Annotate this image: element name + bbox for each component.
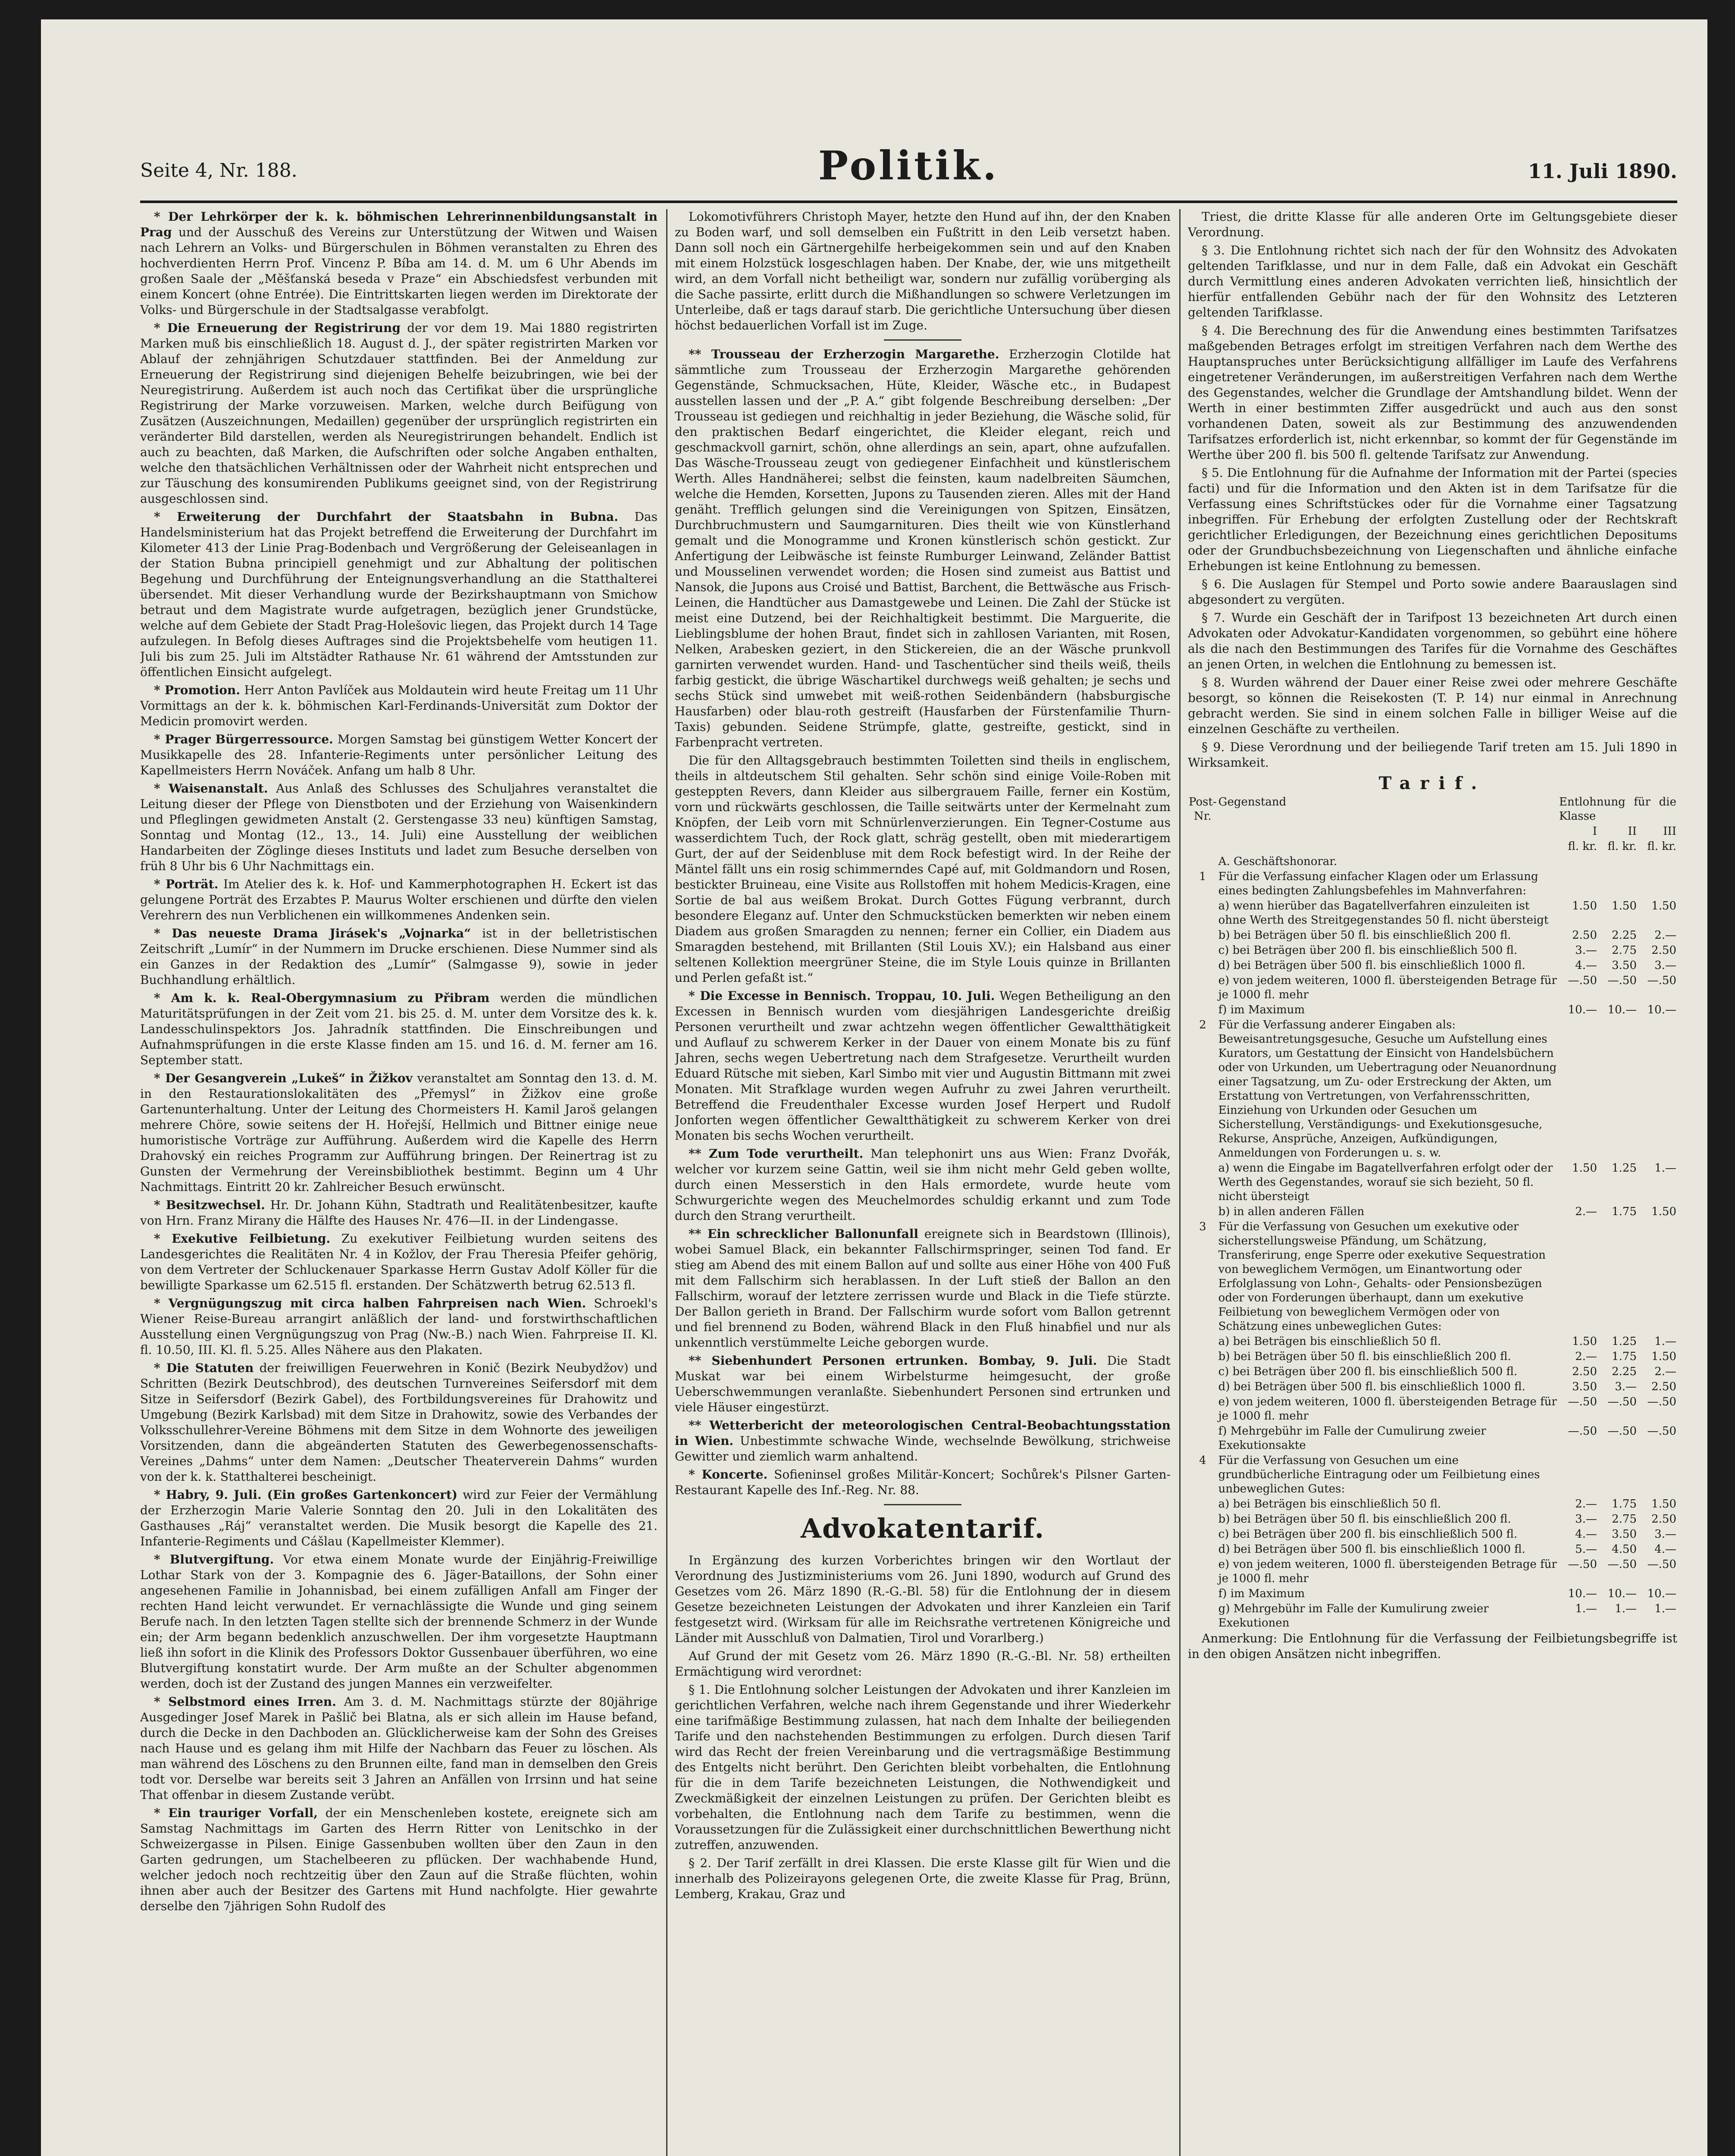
fee-class-1: —.50	[1568, 974, 1597, 987]
fee-class-3: 1.50	[1651, 1350, 1676, 1363]
tariff-item: f) im Maximum	[1218, 1003, 1305, 1016]
tariff-item: d) bei Beträgen über 500 fl. bis einschließlich 1000 fl.	[1218, 1543, 1525, 1556]
fee-class-1: 2.—	[1575, 1498, 1597, 1510]
fee-class-1: 2.50	[1572, 929, 1597, 942]
tariff-item: b) bei Beträgen über 50 fl. bis einschließlich 200 fl.	[1218, 1513, 1511, 1526]
fee-class-1: 1.50	[1572, 899, 1597, 912]
tariff-row	[1188, 869, 1677, 899]
article-paragraph	[140, 926, 658, 988]
article-text: Sofieninsel großes Militär-Koncert; Sochůrek's Pilsner Garten-Restaurant Kapelle des Inf.-Reg. Nr. 88.	[675, 1467, 1171, 1497]
fee-class-3: —.50	[1647, 1425, 1676, 1438]
article-paragraph	[140, 781, 658, 874]
fee-class-3: —.50	[1647, 1395, 1676, 1408]
article-lead: ** Zum Tode verurtheilt.	[689, 1147, 864, 1161]
article-continuation: Lokomotivführers Christoph Mayer, hetzte den Hund auf ihn, der den Knaben zu Boden warf, und soll demselben ein Fußtritt in den Leib versetzt haben. Dann soll noch ein Gärtnergehilfe herbeigekommen sein und auf den Knaben mit einem Holzstück losgeschlagen haben. Der Knabe, der, wie uns mitgetheilt wird, an dem Vorfall nicht betheiligt war, sondern nur zufällig vorüberging als die Sache passirte, erlitt durch die Mißhandlungen so schwere Verletzungen im Unterleibe, daß er tags darauf starb. Die gerichtliche Untersuchung über diesen höchst bedauerlichen Vorfall ist im Zuge.	[675, 210, 1171, 332]
article-lead: ** Siebenhundert Personen ertrunken. Bombay, 9. Juli.	[689, 1354, 1097, 1368]
unit-label: fl. kr.	[1607, 840, 1637, 853]
tariff-header-row	[1188, 795, 1677, 824]
fee-class-2: 1.75	[1612, 1498, 1637, 1510]
fee-class-1: 1.50	[1572, 1335, 1597, 1348]
article-lead: * Die Excesse in Bennisch. Troppau, 10. Juli.	[689, 989, 995, 1003]
article-text: Im Atelier des k. k. Hof- und Kammerphotographen H. Eckert ist das gelungene Porträt des Erzabtes P. Maurus Wolter erschienen und dürfte den vielen Verehrern des nun Verblichenen ein willkommenes Andenken sein.	[140, 877, 658, 922]
tariff-item: e) von jedem weiteren, 1000 fl. übersteigenden Betrage für je 1000 fl. mehr	[1218, 1395, 1557, 1423]
article-text: ist in der belletristischen Zeitschrift „Lumír“ in der Nummern im Drucke erschienen. Diese Nummer sind als ein Ganzes in der Redaktion des „Lumír“ (Salmgasse 9), sowie in jeder Buchhandlung erhältlich.	[140, 926, 658, 987]
article-lead: * Das neueste Drama Jirásek's „Vojnarka“	[154, 926, 471, 940]
tariff-item: Für die Verfassung von Gesuchen um exekutive oder sicherstellungsweise Pfändung, um Schätzung, Transferirung, enge Sperre oder exekutive Sequestration von beweglichem Vermögen, um Einantwortung oder Erfolglassung von Lohn-, Gehalts- oder Pensionsbezügen oder von Forderungen überhaupt, dann um exekutive Feilbietung von beweglichem Vermögen oder von Schätzung eines unbeweglichen Gutes:	[1218, 1220, 1546, 1333]
article-paragraph	[675, 1226, 1171, 1351]
fee-class-3: 3.—	[1654, 959, 1676, 972]
article-paragraph	[140, 732, 658, 778]
article-text: § 4. Die Berechnung des für die Anwendung eines bestimmten Tarifsatzes maßgebenden Betrages erfolgt im streitigen Verfahren nach dem Werthe des Hauptanspruches unter Berücksichtigung allfälliger im Laufe des Verfahrens eingetretener Veränderungen, im außerstreitigen Verfahren nach dem Werthe des Gegenstandes, welcher die Grundlage der Amtshandlung bildet. Wenn der Werth in einer bestimmten Ziffer ausgedrückt und auch aus den sonst vorhandenen Daten, soweit als zur Bestimmung des anzuwendenden Tarifsatzes erforderlich ist, nicht erkennbar, so kommt der für Gegenstände im Werthe über 200 fl. bis 500 fl. geltende Tarifsatz zur Anwendung.	[1188, 323, 1677, 462]
article-lead: * Am k. k. Real-Obergymnasium zu Přibram	[154, 991, 490, 1005]
article-lead: * Die Statuten	[154, 1361, 254, 1375]
fee-class-2: 2.25	[1612, 1365, 1637, 1378]
fee-class-2: —.50	[1607, 1425, 1637, 1438]
fee-class-2: 3.50	[1612, 1528, 1637, 1541]
fee-class-3: 10.—	[1647, 1003, 1676, 1016]
article-text: Auf Grund der mit Gesetz vom 26. März 1890 (R.-G.-Bl. Nr. 58) ertheilten Ermächtigung wird verordnet:	[675, 1649, 1171, 1679]
fee-class-2: 3.—	[1615, 1380, 1637, 1393]
post-number	[1188, 1601, 1218, 1631]
article-text: und der Ausschuß des Vereins zur Unterstützung der Witwen und Waisen nach Lehrern an Volks- und Bürgerschulen in Böhmen veranstalten zu Ehren des hochverdienten Herrn Prof. Vincenz P. Bíba am 14. d. M. um 6 Uhr Abends im großen Saale der „Měšťanská beseda v Praze“ ein Abschiedsfest verbunden mit einem Koncert (ohne Entrée). Die Eintrittskarten liegen werden im Direktorate der Volks- und Bürgerschule in der Stadtsalgasse verabfolgt.	[140, 225, 658, 317]
article-text: In Ergänzung des kurzen Vorberichtes bringen wir den Wortlaut der Verordnung des Justizministeriums vom 26. Juni 1890, wodurch auf Grund des Gesetzes vom 26. März 1890 (R.-G.-Bl. 58) für die Entlohnung der in diesem Gesetze bezeichneten Leistungen der Advokaten und ihrer Kanzleien ein Tarif festgesetzt wird. (Wirksam für alle im Reichsrathe vertretenen Königreiche und Länder mit Ausschluß von Dalmatien, Tirol und Vorarlberg.)	[675, 1553, 1171, 1645]
article-text: wird zur Feier der Vermählung der Erzherzogin Marie Valerie Sonntag den 20. Juli in den Lokalitäten des Gasthauses „Ráj“ veranstaltet werden. Die Musik besorgt die Kapelle des 21. Infanterie-Regiments und Cášlau (Kapellmeister Klemmer).	[140, 1488, 658, 1548]
fee-class-2: 1.25	[1612, 1162, 1637, 1175]
article-text: Man telephonirt uns aus Wien: Franz Dvořák, welcher vor kurzem seine Gattin, weil sie ihm nicht mehr Geld geben wollte, durch einen Messerstich in den Hals ermordete, wurde heute vom Schwurgerichte wegen des Meuchelmordes schuldig erkannt und zum Tode durch den Strang verurtheilt.	[675, 1147, 1171, 1223]
tariff-unit-row	[1188, 839, 1677, 854]
fee-class-2: 1.25	[1612, 1335, 1637, 1348]
article-paragraph	[140, 1487, 658, 1549]
fee-class-3: —.50	[1647, 974, 1676, 987]
article-lead: * Waisenanstalt.	[154, 781, 268, 796]
article-lead: * Vergnügungszug mit circa halben Fahrpreisen nach Wien.	[154, 1296, 586, 1310]
fee-class-2: 1.75	[1612, 1350, 1637, 1363]
tariff-row	[1188, 1334, 1677, 1349]
fee-class-3: 1.—	[1654, 1602, 1676, 1615]
article-text: § 1. Die Entlohnung solcher Leistungen der Advokaten und ihrer Kanzleien im gerichtlichen Verfahren, welche nach ihrem Gegenstande und ihrer Wiederkehr eine tarifmäßige Bestimmung zulassen, hat nach dem Inhalte der beiliegenden Tarife und den nachstehenden Bestimmungen zu erfolgen. Durch diesen Tarif wird das Recht der freien Vereinbarung und die vertragsmäßige Bestimmung des Entgelts nicht berührt. Den Gerichten bleibt vorbehalten, die Entlohnung für die in dem Tarife bezeichneten Leistungen, die Nothwendigkeit und Zweckmäßigkeit der einzelnen Leistungen zu prüfen. Der Gerichten bleibt es vorbehalten, die Entlohnung nach dem Tarife zu bestimmen, wenn die Voraussetzungen für die Zulässigkeit einer durchschnittlichen Bewerthung nicht zutreffen, anzuwenden.	[675, 1683, 1171, 1852]
article-paragraph	[140, 877, 658, 923]
article-text: Morgen Samstag bei günstigem Wetter Koncert der Musikkapelle des 28. Infanterie-Regiments unter persönlicher Leitung des Kapellmeisters Herrn Nováček. Anfang um halb 8 Uhr.	[140, 732, 658, 777]
tariff-section-row	[1188, 854, 1677, 869]
article-paragraph	[1188, 740, 1677, 771]
article-lead: ** Ein schrecklicher Ballonunfall	[689, 1227, 919, 1241]
article-paragraph	[140, 1360, 658, 1485]
page-number: Seite 4, Nr. 188.	[140, 160, 298, 182]
post-number: 1	[1199, 870, 1206, 883]
article-paragraph	[1188, 577, 1677, 608]
column-local-news	[140, 209, 658, 2156]
article-paragraph	[675, 1648, 1171, 1680]
subject-label: Gegenstand	[1218, 796, 1287, 808]
tariff-row	[1188, 1379, 1677, 1395]
article-text: § 3. Die Entlohnung richtet sich nach der für den Wohnsitz des Advokaten geltenden Tarifklasse, und nur in dem Falle, daß ein Advokat ein Geschäft durch Vermittlung eines anderen Advokaten verrichten ließ, hinsichtlich der hierfür entfallenden Gebühr nach der für den Wohnsitz des Letzteren geltenden Tarifklasse.	[1188, 243, 1677, 320]
tariff-item: b) bei Beträgen über 50 fl. bis einschließlich 200 fl.	[1218, 929, 1511, 942]
fee-class-2: 1.50	[1612, 899, 1637, 912]
fee-class-1: 5.—	[1575, 1543, 1597, 1556]
fee-class-1: 2.50	[1572, 1365, 1597, 1378]
fee-class-1: 3.—	[1575, 1513, 1597, 1526]
article-paragraph	[675, 753, 1171, 986]
article-text: Triest, die dritte Klasse für alle anderen Orte im Geltungsgebiete dieser Verordnung.	[1188, 210, 1677, 239]
post-number	[1188, 899, 1218, 928]
post-number	[1188, 1395, 1218, 1424]
page-header	[140, 142, 1677, 201]
article-paragraph	[140, 209, 658, 318]
fee-class-2: 1.—	[1615, 1602, 1637, 1615]
article-text: Unbestimmte schwache Winde, wechselnde Bewölkung, strichweise Gewitter und ziemlich warm anhaltend.	[675, 1434, 1171, 1463]
tariff-row	[1188, 1601, 1677, 1631]
article-lead: * Koncerte.	[689, 1467, 768, 1482]
fee-class-3	[1638, 869, 1677, 899]
article-paragraph	[1188, 209, 1677, 240]
article-text: § 6. Die Auslagen für Stempel und Porto sowie andere Baarauslagen sind abgesondert zu vergüten.	[1188, 577, 1677, 607]
section-title: Politik.	[818, 142, 999, 189]
tariff-item: d) bei Beträgen über 500 fl. bis einschließlich 1000 fl.	[1218, 1380, 1525, 1393]
article-paragraph	[140, 320, 658, 507]
fee-class-3: 10.—	[1647, 1587, 1676, 1600]
fee-class-3: 1.50	[1651, 1498, 1676, 1510]
fee-class-2	[1598, 869, 1638, 899]
tariff-row	[1188, 1542, 1677, 1557]
fee-class-2: —.50	[1607, 1558, 1637, 1571]
post-number	[1188, 1334, 1218, 1349]
fee-class-3	[1638, 1018, 1677, 1161]
tariff-item: c) bei Beträgen über 200 fl. bis einschließlich 500 fl.	[1218, 1365, 1518, 1378]
tariff-row	[1188, 1204, 1677, 1219]
fee-class-3: 3.—	[1654, 1528, 1676, 1541]
article-lead: ** Wetterbericht der meteorologischen Central-Beobachtungsstation in Wien.	[675, 1418, 1171, 1448]
tariff-row	[1188, 899, 1677, 928]
article-text: Herr Anton Pavlíček aus Moldautein wird heute Freitag um 11 Uhr Vormittags an der k. k. böhmischen Karl-Ferdinands-Universität zum Doktor der Medicin promovirt werden.	[140, 683, 658, 728]
article-text: Aus Anlaß des Schlusses des Schuljahres veranstaltet die Leitung dieser der Pflege von Dienstboten und der Erziehung von Waisenkindern und Pfleglingen gewidmeten Anstalt (2. Gerstengasse 33 neu) künftigen Samstag, Sonntag und Montag (12., 13., 14. Juli) eine Ausstellung der weiblichen Handarbeiten der Zöglinge dieses Instituts und ladet zum Besuche derselben von früh 8 Uhr bis 6 Uhr Nachmittags ein.	[140, 781, 658, 873]
fee-class-1: 1.50	[1572, 1162, 1597, 1175]
article-text: Schroekl's Wiener Reise-Bureau arrangirt anläßlich der land- und forstwirthschaftlichen Ausstellung einen Vergnügungszug von Prag (Nw.-B.) nach Wien. Fahrpreise II. Kl. fl. 10.50, III. Kl. fl. 5.25. Alles Nähere aus den Plakaten.	[140, 1296, 658, 1357]
fee-class-2	[1598, 1453, 1638, 1497]
article-paragraph	[675, 1855, 1171, 1902]
article-lead: * Selbstmord eines Irren.	[154, 1695, 336, 1709]
article-text: § 7. Wurde ein Geschäft der in Tarifpost 13 bezeichneten Art durch einen Advokaten oder Advokatur-Kandidaten vorgenommen, so gebührt eine höhere als die nach den Bestimmungen des Tarifes für die Vornahme des Geschäftes an jenen Orten, in welchen die Entlohnung zu bemessen ist.	[1188, 611, 1677, 671]
article-paragraph	[1188, 465, 1677, 574]
fee-class-2: 2.75	[1612, 1513, 1637, 1526]
tariff-item: g) Mehrgebühr im Falle der Kumulirung zweier Exekutionen	[1218, 1602, 1489, 1630]
article-text: Am 3. d. M. Nachmittags stürzte der 80jährige Ausgedinger Josef Marek in Pašlič bei Blatna, als er sich allein im Hause befand, durch die Decke in den Dachboden an. Glücklicherweise kam der Sohn des Greises nach Hause und es gelang ihm mit Hilfe der Nachbarn das Feuer zu löschen. Als man während des Löschens zu den Brunnen eilte, fand man in demselben den Greis todt vor. Derselbe war bereits seit 3 Jahren an Anfällen von Irrsinn und hat seine That offenbar in diesem Zustande verübt.	[140, 1695, 658, 1802]
tariff-row	[1188, 1364, 1677, 1379]
article-paragraph	[675, 1353, 1171, 1415]
class-label: III	[1663, 825, 1676, 838]
tariff-item: a) wenn hierüber das Bagatellverfahren einzuleiten ist ohne Werth des Streitgegenstandes 50 fl. nicht übersteigt	[1218, 899, 1549, 927]
tariff-item: f) im Maximum	[1218, 1587, 1305, 1600]
tariff-item: b) bei Beträgen über 50 fl. bis einschließlich 200 fl.	[1218, 1350, 1511, 1363]
post-number	[1188, 1497, 1218, 1512]
post-number	[1188, 1003, 1218, 1018]
article-paragraph	[1188, 323, 1677, 463]
article-lead: * Die Erneuerung der Registrirung	[154, 321, 401, 335]
article-text: Das Handelsministerium hat das Projekt betreffend die Erweiterung der Durchfahrt im Kilometer 413 der Linie Prag-Bodenbach und Vergrößerung der Geleiseanlagen in der Station Bubna principiell genehmigt und zur Abhaltung der politischen Begehung und Durchführung der Enteignungsverhandlung an die Statthalterei übersendet. Mit dieser Verhandlung wurde der Bezirkshauptmann von Smichow betraut und dem Magistrate wurde aufgetragen, bezüglich jener Grundstücke, welche auf dem Gebiete der Stadt Prag-Holešovic liegen, das Projekt durch 14 Tage aufzulegen. In Befolg dieses Auftrages sind die Projektsbehelfe vom heutigen 11. Juli bis zum 25. Juli im Altstädter Rathause Nr. 61 während der Amtsstunden zur öffentlichen Einsicht aufgelegt.	[140, 510, 658, 679]
article-paragraph	[140, 509, 658, 680]
tariff-section-label: A. Geschäftshonorar.	[1218, 855, 1337, 868]
fee-class-1: 2.—	[1575, 1205, 1597, 1218]
tariff-item: f) Mehrgebühr im Falle der Cumulirung zweier Exekutionsakte	[1218, 1425, 1486, 1452]
article-lead: * Exekutive Feilbietung.	[154, 1232, 331, 1246]
article-lead: * Der Gesangverein „Lukeš“ in Žižkov	[154, 1071, 413, 1085]
article-text: § 8. Wurden während der Dauer einer Reise zwei oder mehrere Geschäfte besorgt, so können die Reisekosten (T. P. 14) nur einmal in Anrechnung gebracht werden. Sie sind in einem solchen Falle in billiger Weise auf die einzelnen Geschäfte zu vertheilen.	[1188, 675, 1677, 736]
tariff-item: Für die Verfassung von Gesuchen um eine grundbücherliche Eintragung oder um Feilbietung eines unbeweglichen Gutes:	[1218, 1454, 1540, 1495]
fee-class-3: 1.50	[1651, 899, 1676, 912]
fee-class-1: —.50	[1568, 1558, 1597, 1571]
article-paragraph	[140, 1231, 658, 1293]
tariff-table	[1188, 795, 1677, 1631]
fee-class-3: —.50	[1647, 1558, 1676, 1571]
article-text: veranstaltet am Sonntag den 13. d. M. in den Restaurationslokalitäten des „Přemysl“ in Žižkov eine große Gartenunterhaltung. Unter der Leitung des Chormeisters H. Kamil Jaroš gelangen mehrere Chöre, sowie seitens der H. Hořejší, Hellmich und Bittner einige neue humoristische Vorträge zur Aufführung. Außerdem wird die Kapelle des Herrn Drahovský ein reiches Programm zur Aufführung bringen. Der Reinertrag ist zu Gunsten der Vermehrung der Vereinsbibliothek bestimmt. Beginn um 4 Uhr Nachmittags. Eintritt 20 kr. Zahlreicher Besuch erwünscht.	[140, 1071, 658, 1194]
tariff-item: Für die Verfassung anderer Eingaben als: Beweisantretungsgesuche, Gesuche um Aufstellung eines Kurators, um Gestattung der Einsicht von Handelsbüchern oder von Urkunden, um Uebertragung oder Neuanordnung einer Tagsatzung, um Zu- oder Erstreckung der Akten, um Erstattung von Vertretungen, von Verfahrensschritten, Einziehung von Urkunden oder Gesuchen um Sicherstellung, Verständigungs- und Exekutionsgesuche, Rekurse, Ansprüche, Anzeigen, Aufkündigungen, Anmeldungen von Forderungen u. s. w.	[1218, 1018, 1557, 1159]
tariff-row	[1188, 958, 1677, 973]
fee-class-2: 1.75	[1612, 1205, 1637, 1218]
issue-date: 11. Juli 1890.	[1528, 160, 1677, 183]
fee-class-2: 2.75	[1612, 944, 1637, 957]
article-lead: * Porträt.	[154, 877, 219, 891]
fee-class-2: 3.50	[1612, 959, 1637, 972]
tariff-row	[1188, 928, 1677, 943]
fee-class-3: 2.50	[1651, 1380, 1676, 1393]
tariff-item: a) bei Beträgen bis einschließlich 50 fl.	[1218, 1498, 1441, 1510]
tariff-item: c) bei Beträgen über 200 fl. bis einschließlich 500 fl.	[1218, 944, 1518, 957]
fee-class-2: 10.—	[1607, 1587, 1637, 1600]
article-paragraph	[675, 1553, 1171, 1646]
tariff-row	[1188, 1557, 1677, 1586]
fee-class-1: 2.—	[1575, 1350, 1597, 1363]
tariff-item: a) wenn die Eingabe im Bagatellverfahren erfolgt oder der Werth des Gegenstandes, worauf sie sich bezieht, 50 fl. nicht übersteigt	[1218, 1162, 1553, 1203]
article-lead: * Prager Bürgerressource.	[154, 732, 333, 746]
article-paragraph	[140, 990, 658, 1068]
article-lead: * Habry, 9. Juli. (Ein großes Gartenkoncert)	[154, 1488, 458, 1502]
post-number	[1188, 1527, 1218, 1542]
article-text: Wegen Betheiligung an den Excessen in Bennisch wurden vom diesjährigen Landesgerichte dreißig Personen verurtheilt und zwar achtzehn wegen öffentlicher Gewaltthätigkeit und Auflauf zu schwerem Kerker in der Dauer von einem Monate bis zu fünf Jahren, sechs wegen Uebertretung nach dem Strafgesetze. Verurtheilt wurden Eduard Rütsche mit sieben, Karl Simbo mit vier und Augustin Bittmann mit zwei Monaten. Mit Strafklage wurden wegen Aufruhr zu zwei Jahren verurtheilt. Betreffend die Freudenthaler Excesse wurden Josef Herpert und Rudolf Jonforten wegen öffentlicher Gewaltthätigkeit zu schwerem Kerker von drei Monaten bis sechs Wochen verurtheilt.	[675, 989, 1171, 1143]
post-number	[1188, 1542, 1218, 1557]
tariff-row	[1188, 1161, 1677, 1204]
column-tariff	[1188, 209, 1677, 2156]
section-divider	[884, 1504, 961, 1505]
tariff-row	[1188, 973, 1677, 1003]
tariff-row	[1188, 1349, 1677, 1364]
fee-class-3	[1638, 1219, 1677, 1334]
post-number	[1188, 973, 1218, 1003]
article-paragraph	[140, 1197, 658, 1228]
article-text: § 5. Die Entlohnung für die Aufnahme der Information mit der Partei (species facti) und für die Information und den Akten ist in dem Tarifsatze für die Verfassung eines Schriftstückes oder für die Vornahme einer Tagsatzung inbegriffen. Für Erhebung der erfolgten Zustellung oder der Rechtskraft gerichtlicher Erledigungen, der Bezeichnung eines gerichtlichen Depositums oder der Grundbuchsbezeichnung von Liegenschaften und ähnliche einfache Erhebungen ist keine Entlohnung zu bemessen.	[1188, 466, 1677, 573]
post-number	[1188, 1424, 1218, 1453]
fee-class-1: 4.—	[1575, 959, 1597, 972]
post-number	[1188, 1161, 1218, 1204]
tariff-class-row	[1188, 824, 1677, 839]
post-number	[1188, 1364, 1218, 1379]
fee-class-2: —.50	[1607, 1395, 1637, 1408]
fee-class-3: 4.—	[1654, 1543, 1676, 1556]
article-paragraph	[675, 347, 1171, 750]
article-paragraph	[140, 1071, 658, 1195]
article-lead: * Promotion.	[154, 683, 241, 697]
post-number: 3	[1199, 1220, 1206, 1233]
header-rule	[140, 201, 1677, 203]
fee-class-2: 4.50	[1612, 1543, 1637, 1556]
post-number: 4	[1199, 1454, 1206, 1467]
fee-class-3: 2.50	[1651, 1513, 1676, 1526]
fee-class-3: 2.—	[1654, 929, 1676, 942]
fee-class-1: 10.—	[1568, 1587, 1597, 1600]
article-text: Erzherzogin Clotilde hat sämmtliche zum Trousseau der Erzherzogin Margarethe gehörenden Gegenstände, Schmucksachen, Hüte, Kleider, Wäsche etc., in Budapest ausstellen lassen und der „P. A.“ gibt folgende Beschreibung derselben: „Der Trousseau ist gediegen und reichhaltig in jeder Beziehung, die Wäsche solid, für den praktischen Bedarf eingerichtet, die Kleider elegant, reich und geschmackvoll garnirt, schön, ohne allerdings an sein, apart, ohne aufzufallen. Das Wäsche-Trousseau zeugt von gediegener Einfachheit und künstlerischem Werth. Alles Handnäherei; selbst die feinsten, kaum nadelbreiten Säumchen, welche die Hemden, Korsetten, Jupons zu Tausenden zieren. Alles mit der Hand genäht. Trefflich gelungen sind die Vereinigungen von Spitzen, Einsätzen, Durchbruchmustern und Saumgarnituren. Dies theilt wie von Künstlerhand gemalt und die Monogramme und Kronen künstlerisch schön gestickt. Zur Anfertigung der Leibwäsche ist feinste Rumburger Leinwand, Zeländer Battist und Mousselinen verwendet worden; die Hosen sind zumeist aus Battist und Nansok, die Jupons aus Croisé und Battist, Barchent, die Bettwäsche aus Frisch-Leinen, die Handtücher aus Damastgewebe und Leinen. Die Zahl der Stücke ist meist eine Dutzend, bei der Reichhaltigkeit bestimmt. Die Marguerite, die Lieblingsblume der hohen Braut, findet sich in zahllosen Varianten, mit Rosen, Nelken, Arabesken geziert, in den Stickereien, die an der Wäsche prunkvoll garnirten verwendet wurden. Hand- und Taschentücher sind theils weiß, theils farbig gestickt, die übrige Wäschartikel durchwegs weiß gehalten; je sechs und sechs Stück sind umwebet mit weiß-rothen Seidenbändern (habsburgische Hausfarben) oder blau-roth gestreift (Hausfarben der Fürstenfamilie Thurn-Taxis) gebunden. Seidene Strümpfe, glatte, gestreifte, gestickt, sind in Farbenpracht vertreten.	[675, 347, 1171, 749]
article-lead: * Ein trauriger Vorfall,	[154, 1806, 318, 1820]
fee-class-1	[1558, 1018, 1598, 1161]
fee-class-2	[1598, 1018, 1638, 1161]
class-label: I	[1592, 825, 1597, 838]
article-text: Zu exekutiver Feilbietung wurden seitens des Landesgerichtes die Realitäten Nr. 4 in Kožlov, der Frau Theresia Pfeifer gehörig, von dem Vertreter der Schluckenauer Sparkasse Herrn Gustav Adolf Köller für die bewilligte Sparkasse um 62.515 fl. erstanden. Der Schätzwerth betrug 62.513 fl.	[140, 1232, 658, 1292]
article-text: ereignete sich in Beardstown (Illinois), wobei Samuel Black, ein bekannter Fallschirmspringer, seinen Tod fand. Er stieg am Abend des mit einem Ballon auf und sollte aus einer Höhe von 400 Fuß mit dem Fallschirm sich herablassen. In der Luft stieß der Ballon an den Fallschirm, worauf der letztere zerrissen wurde und Black in die Tiefe stürzte. Der Ballon gerieth in Brand. Der Fallschirm wurde sofort vom Ballon getrennt und fiel brennend zu Boden, während Black in den Fluß hinabfiel und nur als unkenntlich verstümmelte Leiche geborgen wurde.	[675, 1227, 1171, 1350]
article-text: werden die mündlichen Maturitätsprüfungen in der Zeit vom 21. bis 25. d. M. unter dem Vorsitze des k. k. Landesschulinspektors Jos. Jahradník stattfinden. Die Einschreibungen und Aufnahmsprüfungen in die erste Klasse finden am 15. und 16. d. M. ferner am 16. September statt.	[140, 991, 658, 1067]
post-number	[1188, 928, 1218, 943]
article-text: der ein Menschenleben kostete, ereignete sich am Samstag Nachmittags im Garten des Herrn Ritter von Lenitschko in der Schweizergasse in Pilsen. Einige Gassenbuben wollten über den Zaun in den Garten gedrungen, um Stachelbeeren zu pflücken. Der wachhabende Hund, welcher jedoch noch rechtzeitig über den Zaun auf die Straße flüchten, wohin ihnen aber auch der Besitzer des Gartens mit Hund nachfolgte. Hier gewahrte derselbe den 7jährigen Sohn Rudolf des	[140, 1806, 658, 1913]
article-paragraph	[675, 988, 1171, 1144]
fee-class-2: —.50	[1607, 974, 1637, 987]
post-number	[1188, 1586, 1218, 1601]
fee-class-1	[1558, 1219, 1598, 1334]
tariff-row	[1188, 943, 1677, 958]
article-text: Hr. Dr. Johann Kühn, Stadtrath und Realitätenbesitzer, kaufte von Hrn. Franz Mirany die Hälfte des Hauses Nr. 476—II. in der Lindengasse.	[140, 1198, 658, 1228]
fee-class-1: 3.—	[1575, 944, 1597, 957]
tariff-row	[1188, 1453, 1677, 1497]
fee-class-1: 3.50	[1572, 1380, 1597, 1393]
column-mixed-news	[675, 209, 1171, 2156]
fee-class-3: 2.50	[1651, 944, 1676, 957]
article-paragraph	[140, 1552, 658, 1692]
article-text: der vor dem 19. Mai 1880 registrirten Marken muß bis einschließlich 18. August d. J., der später registrirten Marken vor Ablauf der zehnjährigen Schutzdauer stattfinden. Bei der Anmeldung zur Erneuerung der Registrirung sind diejenigen Behelfe beizubringen, wie bei der Neuregistrirung. Außerdem ist auch noch das Certifikat über die ursprüngliche Registrirung der Marke vorzuweisen. Marken, welche durch Beifügung von Zusätzen (Auszeichnungen, Medaillen) gegenüber der ursprünglich registrirten ein veränderter Bild darstellen, werden als Neuregistrirungen behandelt. Endlich ist auch zu beachten, daß Marken, die Aufschriften oder solche Angaben enthalten, welche den thatsächlichen Verhältnissen oder der Wahrheit nicht entsprechen und zur Täuschung des konsumirenden Publikums geeignet sind, von der Registrirung ausgeschlossen sind.	[140, 321, 658, 506]
fee-class-1: —.50	[1568, 1395, 1597, 1408]
post-number	[1188, 943, 1218, 958]
article-heading: Advokatentarif.	[800, 1513, 1045, 1544]
tariff-item: b) in allen anderen Fällen	[1218, 1205, 1365, 1218]
article-text: Die für den Alltagsgebrauch bestimmten Toiletten sind theils in englischem, theils in altdeutschem Stil gehalten. Sehr schön sind einige Voile-Roben mit gesteppten Revers, dann Kleider aus silbergrauem Faille, ferner ein Kostüm, vorn und rückwärts geschlossen, die Taille seitwärts unter der Kermelnaht zum Knöpfen, der Leib vorn mit Schnürlenverzierungen. Ein Tegner-Costume aus wasserdichtem Tuch, der Rock glatt, schräg gestellt, oben mit miederartigem Gurt, der auf der Seidenbluse mit dem Rock befestigt wird. In der Reihe der Mäntel fällt uns ein rosig schimmerndes Capé auf, mit Goldmandorn und Rosen, bestickter Bruineau, eine Visite aus Rollstoffen mit hohem Medicis-Kragen, eine Sortie de bal aus weißem Brokat. Durch Gottes Fügung verbrannt, durch besondere Eleganz auf. Unter den Schmuckstücken bemerkten wir neben einem Diadem aus großen Smaragden zu nennen; ferner ein Collier, ein Diadem aus Smaragden bestehend, mit Brillanten (Stil Louis XV.); ein Halsband aus einer seltenen Kollektion meergrüner Steine, die im Style Louis quinze in Brillanten und Perlen gefaßt ist.“	[675, 753, 1171, 985]
post-number	[1188, 1349, 1218, 1364]
fee-class-1	[1558, 1453, 1598, 1497]
article-paragraph	[140, 1805, 658, 1914]
tariff-row	[1188, 1018, 1677, 1161]
article-paragraph	[1188, 610, 1677, 672]
tariff-item: Für die Verfassung einfacher Klagen oder um Erlassung eines bedingten Zahlungsbefehles im Mahnverfahren:	[1218, 870, 1538, 897]
article-lead: * Erweiterung der Durchfahrt der Staatsbahn in Bubna.	[154, 510, 618, 524]
article-paragraph	[140, 1694, 658, 1803]
tariff-title: Tarif.	[1378, 773, 1487, 793]
article-lead: * Besitzwechsel.	[154, 1198, 265, 1212]
tariff-note: Anmerkung: Die Entlohnung für die Verfassung der Feilbietungsbegriffe ist in den obigen Ansätzen nicht inbegriffen.	[1188, 1631, 1677, 1661]
fee-class-1: —.50	[1568, 1425, 1597, 1438]
article-paragraph	[675, 1467, 1171, 1498]
column-divider	[1179, 209, 1181, 2156]
tariff-item: d) bei Beträgen über 500 fl. bis einschließlich 1000 fl.	[1218, 959, 1525, 972]
article-text: § 2. Der Tarif zerfällt in drei Klassen. Die erste Klasse gilt für Wien und die innerhalb des Polizeirayons gelegenen Orte, die zweite Klasse für Prag, Brünn, Lemberg, Krakau, Graz und	[675, 1856, 1171, 1901]
fee-class-2: 10.—	[1607, 1003, 1637, 1016]
fee-class-1: 4.—	[1575, 1528, 1597, 1541]
article-text: der freiwilligen Feuerwehren in Konič (Bezirk Neubydžov) und Schritten (Bezirk Deutschbrod), des deutschen Turnvereines Seifersdorf mit dem Sitze in Seifersdorf (Bezirk Gabel), des Fortbildungsvereines für Drahowitz und Umgebung (Bezirk Karlsbad) mit dem Sitze in Drahowitz, sowie des Verbandes der Volksschullehrer-Vereine Böhmens mit dem Sitze in dem Wohnorte des jeweiligen Vorsitzenden, dann die abgeänderten Statuten des Gewerbegenossenschafts-Vereines „Dahms“ unter dem Namen: „Deutscher Theaterverein Dahms“ wurden von der k. k. Statthalterei bescheinigt.	[140, 1361, 658, 1484]
fee-class-3: 2.—	[1654, 1365, 1676, 1378]
fee-caption: Entlohnung für die Klasse	[1559, 796, 1676, 823]
newspaper-page	[41, 19, 1707, 2156]
unit-label: fl. kr.	[1568, 840, 1597, 853]
tariff-row	[1188, 1003, 1677, 1018]
tariff-row	[1188, 1424, 1677, 1453]
column-divider	[666, 209, 667, 2156]
tariff-item: c) bei Beträgen über 200 fl. bis einschließlich 500 fl.	[1218, 1528, 1518, 1541]
article-paragraph	[140, 683, 658, 729]
fee-class-3: 1.—	[1654, 1335, 1676, 1348]
fee-class-3	[1638, 1453, 1677, 1497]
post-number	[1188, 1512, 1218, 1527]
article-text: § 9. Diese Verordnung und der beiliegende Tarif treten am 15. Juli 1890 in Wirksamkeit.	[1188, 740, 1677, 770]
tariff-row	[1188, 1497, 1677, 1512]
post-number: 2	[1199, 1018, 1206, 1031]
tariff-row	[1188, 1586, 1677, 1601]
tariff-row	[1188, 1219, 1677, 1334]
article-text: Vor etwa einem Monate wurde der Einjährig-Freiwillige Lothar Stark von der 3. Kompagnie des 6. Jäger-Bataillons, der Sohn einer angesehenen Familie in Johannisbad, bei einem zufälligen Anfall am Finger der rechten Hand leicht verwundet. Er vernachlässigte die Wunde und ging seinem Berufe nach. In den letzten Tagen stellte sich der brennende Schmerz in der Wunde ein; der Arm begann bedenklich anzuschwellen. Der ihm vorgesetzte Hauptmann ließ ihn sofort in die Klinik des Professors Doktor Gussenbauer überführen, wo eine Blutvergiftung konstatirt wurde. Der Arm mußte an der Schulter abgenommen werden, doch ist der Zustand des jungen Mannes ein verzweifelter.	[140, 1552, 658, 1691]
article-paragraph	[675, 1682, 1171, 1853]
article-paragraph	[675, 1418, 1171, 1464]
tariff-row	[1188, 1512, 1677, 1527]
class-label: II	[1628, 825, 1637, 838]
fee-class-2	[1598, 1219, 1638, 1334]
post-number	[1188, 1204, 1218, 1219]
post-label: Post-Nr.	[1189, 796, 1217, 823]
fee-class-1: 1.—	[1575, 1602, 1597, 1615]
fee-class-1	[1558, 869, 1598, 899]
section-divider	[884, 339, 961, 341]
article-lead: * Der Lehrkörper der k. k. böhmischen Lehrerinnenbildungsanstalt in Prag	[140, 210, 658, 239]
article-paragraph	[140, 1296, 658, 1358]
article-lead: * Blutvergiftung.	[154, 1552, 274, 1567]
tariff-row	[1188, 1527, 1677, 1542]
fee-class-3: 1.—	[1654, 1162, 1676, 1175]
post-number	[1188, 958, 1218, 973]
tariff-row	[1188, 1395, 1677, 1424]
fee-class-3: 1.50	[1651, 1205, 1676, 1218]
post-number	[1188, 1379, 1218, 1395]
article-paragraph	[1188, 243, 1677, 320]
fee-class-1: 10.—	[1568, 1003, 1597, 1016]
tariff-item: e) von jedem weiteren, 1000 fl. übersteigenden Betrage für je 1000 fl. mehr	[1218, 1558, 1557, 1585]
article-lead: ** Trousseau der Erzherzogin Margarethe.	[689, 347, 999, 361]
fee-class-2: 2.25	[1612, 929, 1637, 942]
tariff-item: a) bei Beträgen bis einschließlich 50 fl.	[1218, 1335, 1441, 1348]
article-paragraph	[675, 1146, 1171, 1224]
article-paragraph	[1188, 675, 1677, 737]
tariff-item: e) von jedem weiteren, 1000 fl. übersteigenden Betrage für je 1000 fl. mehr	[1218, 974, 1557, 1001]
article-text: Die Stadt Muskat war bei einem Wirbelsturme heimgesucht, der große Ueberschwemmungen veranlaßte. Siebenhundert Personen sind ertrunken und viele Häuser eingestürzt.	[675, 1354, 1171, 1414]
unit-label: fl. kr.	[1647, 840, 1676, 853]
post-number	[1188, 1557, 1218, 1586]
